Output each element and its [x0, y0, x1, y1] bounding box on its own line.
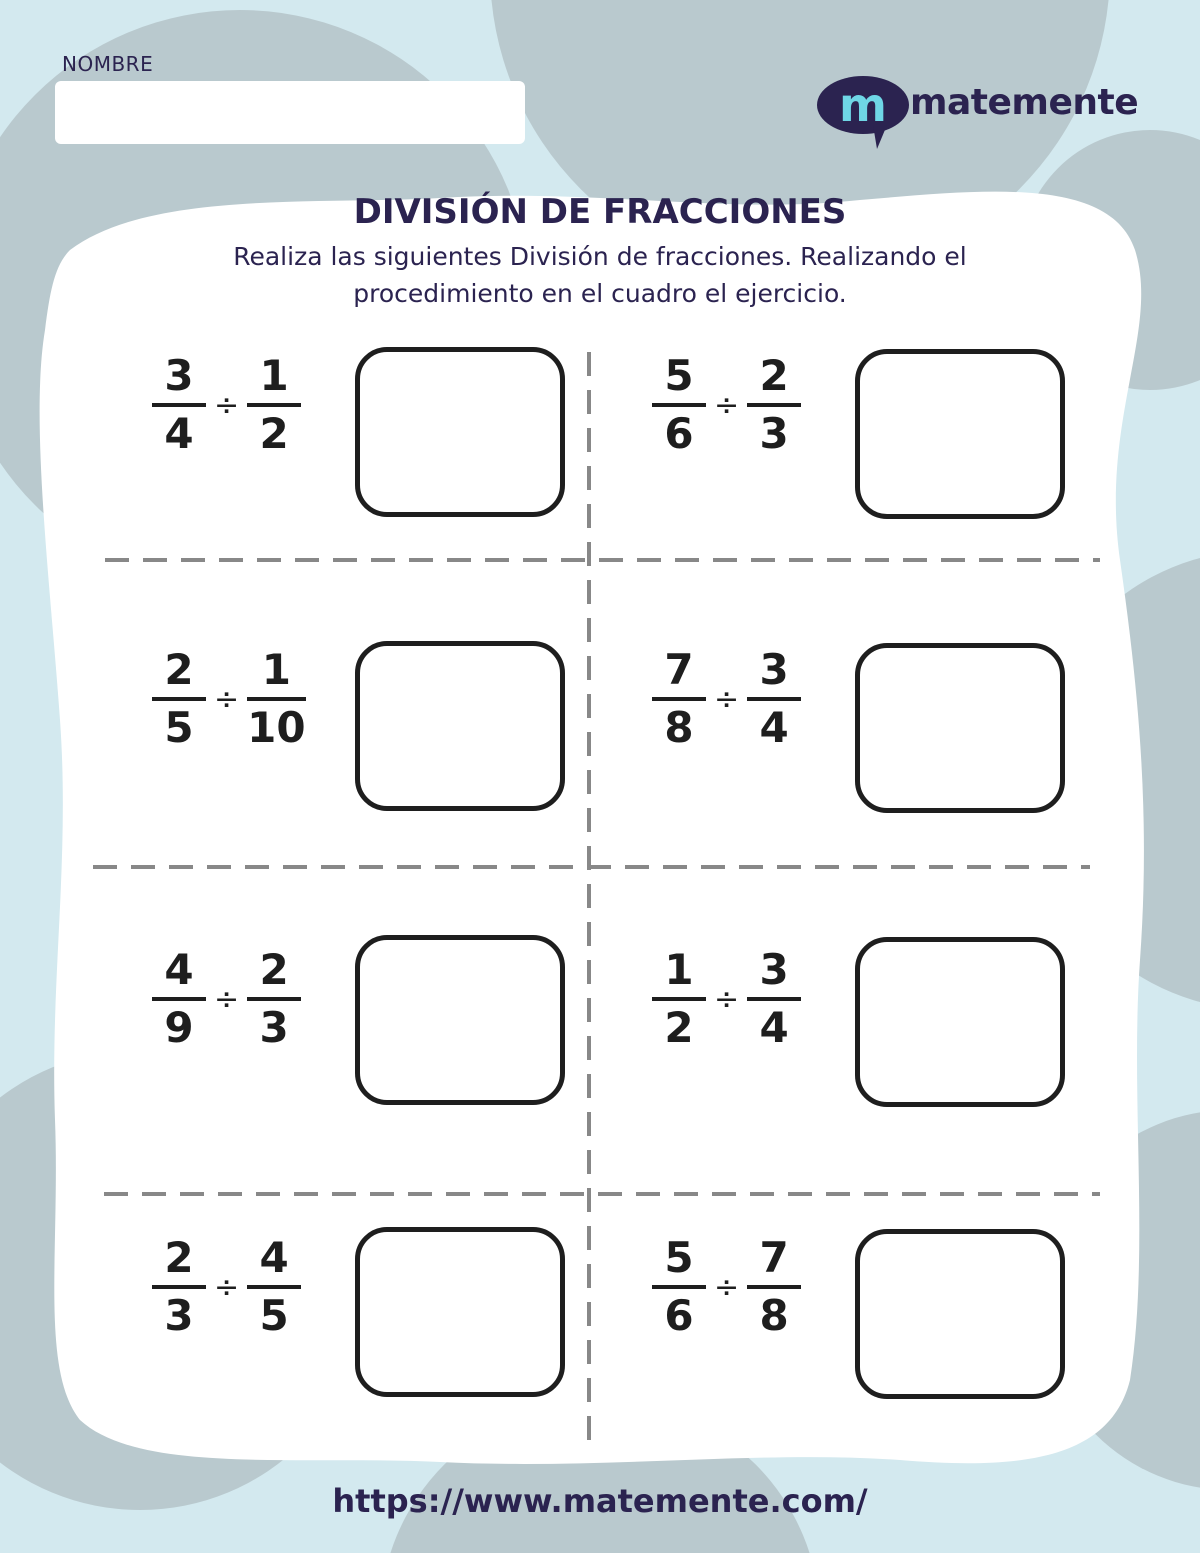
fraction-bar [652, 697, 706, 701]
fraction-bar [152, 403, 206, 407]
problem-expression [652, 646, 801, 752]
denominator: 6 [664, 1291, 694, 1340]
fraction [652, 646, 706, 752]
answer-box[interactable] [355, 347, 565, 517]
numerator: 2 [759, 351, 789, 400]
fraction [747, 1234, 801, 1340]
denominator: 4 [759, 1003, 789, 1052]
fraction-bar [652, 997, 706, 1001]
division-operator: ÷ [714, 681, 740, 717]
numerator: 1 [664, 945, 694, 994]
problem-expression [152, 946, 301, 1052]
fraction-bar [652, 1285, 706, 1289]
denominator: 4 [759, 703, 789, 752]
fraction-bar [747, 997, 801, 1001]
fraction [652, 352, 706, 458]
denominator: 2 [664, 1003, 694, 1052]
numerator: 4 [259, 1233, 289, 1282]
problem-expression [152, 646, 306, 752]
page-title: DIVISIÓN DE FRACCIONES [353, 192, 847, 232]
fraction-bar [152, 997, 206, 1001]
fraction [152, 352, 206, 458]
numerator: 7 [664, 645, 694, 694]
problem-expression [652, 1234, 801, 1340]
division-operator: ÷ [714, 981, 740, 1017]
fraction-bar [747, 403, 801, 407]
instructions [170, 238, 1030, 312]
fraction-bar [747, 697, 801, 701]
name-label: NOMBRE [62, 52, 154, 76]
fraction [152, 646, 206, 752]
numerator: 3 [164, 351, 194, 400]
denominator: 3 [259, 1003, 289, 1052]
denominator: 2 [259, 409, 289, 458]
fraction [747, 646, 801, 752]
fraction [152, 946, 206, 1052]
fraction-bar [247, 1285, 301, 1289]
problem-expression [152, 1234, 301, 1340]
fraction [652, 1234, 706, 1340]
denominator: 6 [664, 409, 694, 458]
answer-box[interactable] [855, 349, 1065, 519]
fraction [247, 1234, 301, 1340]
fraction [652, 946, 706, 1052]
fraction-bar [247, 997, 301, 1001]
logo-wordmark: matemente [910, 82, 1139, 123]
fraction [247, 946, 301, 1052]
denominator: 8 [759, 1291, 789, 1340]
logo-letter: m [839, 78, 887, 132]
fraction [747, 352, 801, 458]
numerator: 2 [164, 645, 194, 694]
denominator: 5 [259, 1291, 289, 1340]
denominator: 5 [164, 703, 194, 752]
division-operator: ÷ [214, 387, 240, 423]
fraction [747, 946, 801, 1052]
division-operator: ÷ [214, 1269, 240, 1305]
answer-box[interactable] [855, 937, 1065, 1107]
division-operator: ÷ [714, 387, 740, 423]
problem-expression [152, 352, 301, 458]
fraction-bar [652, 403, 706, 407]
answer-box[interactable] [355, 1227, 565, 1397]
answer-box[interactable] [355, 641, 565, 811]
name-input[interactable] [55, 81, 525, 144]
instructions-line: procedimiento en el cuadro el ejercicio. [353, 279, 847, 308]
denominator: 8 [664, 703, 694, 752]
denominator: 3 [164, 1291, 194, 1340]
numerator: 7 [759, 1233, 789, 1282]
numerator: 1 [259, 351, 289, 400]
fraction-bar [747, 1285, 801, 1289]
problem-expression [652, 352, 801, 458]
denominator: 9 [164, 1003, 194, 1052]
answer-box[interactable] [855, 643, 1065, 813]
fraction-bar [247, 403, 301, 407]
fraction [247, 352, 301, 458]
division-operator: ÷ [214, 981, 240, 1017]
fraction [152, 1234, 206, 1340]
numerator: 4 [164, 945, 194, 994]
division-operator: ÷ [214, 681, 240, 717]
numerator: 1 [261, 645, 291, 694]
numerator: 5 [664, 1233, 694, 1282]
fraction-bar [152, 697, 206, 701]
numerator: 3 [759, 645, 789, 694]
fraction-bar [247, 697, 305, 701]
footer-url[interactable]: https://www.matemente.com/ [332, 1482, 868, 1520]
numerator: 5 [664, 351, 694, 400]
fraction [247, 646, 305, 752]
problem-expression [652, 946, 801, 1052]
denominator: 4 [164, 409, 194, 458]
answer-box[interactable] [855, 1229, 1065, 1399]
denominator: 10 [247, 703, 306, 752]
division-operator: ÷ [714, 1269, 740, 1305]
denominator: 3 [759, 409, 789, 458]
instructions-line: Realiza las siguientes División de fracciones. Realizando el [233, 242, 967, 271]
numerator: 2 [164, 1233, 194, 1282]
fraction-bar [152, 1285, 206, 1289]
numerator: 3 [759, 945, 789, 994]
answer-box[interactable] [355, 935, 565, 1105]
numerator: 2 [259, 945, 289, 994]
